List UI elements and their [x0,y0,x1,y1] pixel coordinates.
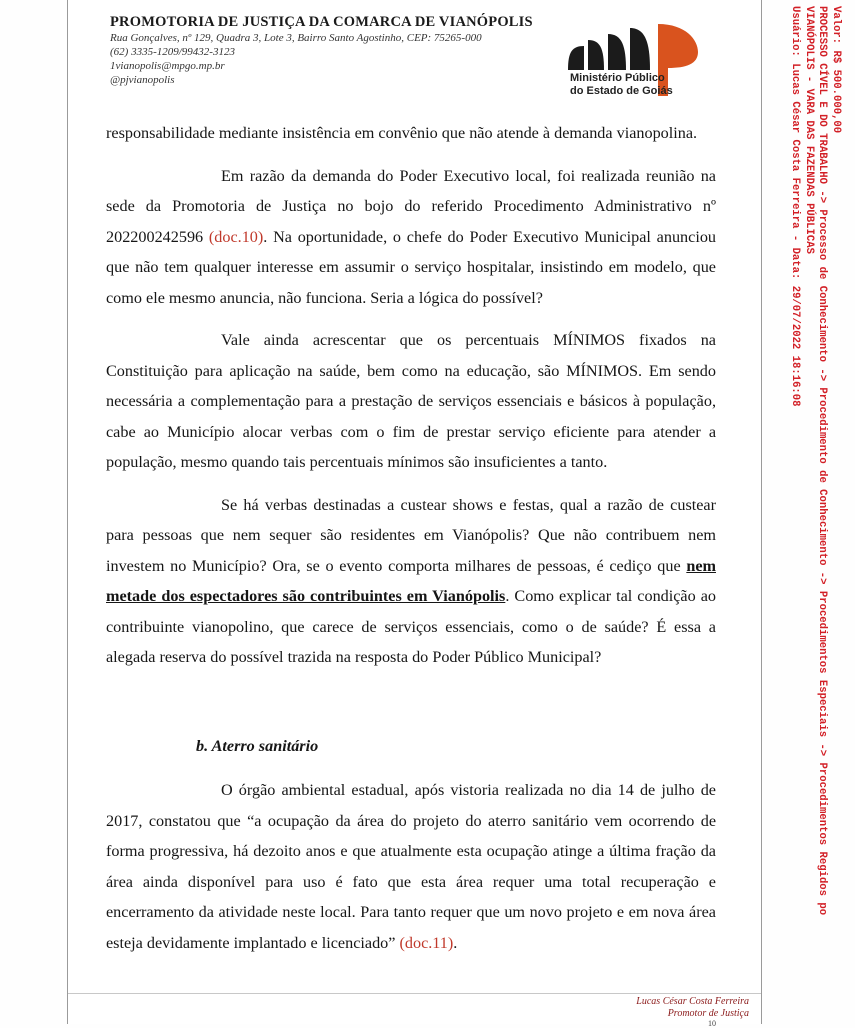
document-page [67,0,762,1028]
office-phones: (62) 3335-1209/99432-3123 [110,46,235,58]
office-name: PROMOTORIA DE JUSTIÇA DA COMARCA DE VIANÓPOLIS [110,14,533,30]
stamp-process: PROCESSO CÍVEL E DO TRABALHO -> Processo de Conhecimento -> Procedimento de Conhecimento -> Procedimentos Especiais -> Procedimentos Regidos po [816,6,829,916]
paragraph: responsabilidade mediante insistência em convênio que não atende à demanda vianopolina. [106,124,698,142]
footer-divider [68,993,761,994]
letterhead [110,14,533,87]
section-subtitle: b. Aterro sanitário [196,736,319,755]
office-email[interactable]: 1vianopolis@mpgo.mp.br [110,60,225,72]
page-number: 10 [708,1019,716,1028]
signer-role: Promotor de Justiça [667,1008,749,1019]
doc-reference[interactable]: (doc.10) [208,227,264,246]
signature-block [636,996,749,1020]
stamp-user: Usuário: Lucas César Costa Ferreira - Data: 29/07/2022 18:16:08 [789,6,802,407]
document-body [106,118,716,958]
paragraph: Se há verbas destinadas a custear shows e festas, qual a razão de custear para pessoas que nem sequer são residentes em Vianópolis? Que não contribuem nem investem no Município? Ora, se o evento comporta milhares de pessoas, é cediço que nem metade dos espectadores são contribuintes em Vianópolis. Como explicar tal condição ao contribuinte vianopolino, que carece de serviços essenciais, como o de saúde? É essa a alegada reserva do possível trazida na resposta do Poder Público Municipal? [106,495,716,666]
emphasized-text: nem metade dos espectadores são contribuintes em Vianópolis [106,556,716,605]
filing-stamp [788,6,842,915]
stamp-court: VIANÓPOLIS - VARA DAS FAZENDAS PÚBLICAS [803,6,815,254]
paragraph: Em razão da demanda do Poder Executivo local, foi realizada reunião na sede da Promotoria de Justiça no bojo do referido Procedimento Administrativo nº 202200242596 (doc.10). Na oportunidade, o chefe do Poder Executivo Municipal anunciou que não tem qualquer interesse em assumir o serviço hospitalar, insistindo em modelo, que como ele mesmo anuncia, não funciona. Seria a lógica do possível? [106,166,717,307]
signer-name: Lucas César Costa Ferreira [636,996,749,1007]
office-social[interactable]: @pjvianopolis [110,74,175,86]
office-address: Rua Gonçalves, nº 129, Quadra 3, Lote 3, Bairro Santo Agostinho, CEP: 75265-000 [110,32,482,44]
stamp-value: Valor: R$ 500.000,00 [830,6,842,134]
paragraph: Vale ainda acrescentar que os percentuais MÍNIMOS fixados na Constituição para aplicação na saúde, bem como na educação, são MÍNIMOS. Em sendo necessária a complementação para a prestação de serviços essenciais e básicos à população, cabe ao Município alocar verbas com o fim de prestar serviço eficiente para atender a população, mesmo quando tais percentuais mínimos são insuficientes a tanto. [106,331,716,471]
paragraph: O órgão ambiental estadual, após vistoria realizada no dia 14 de julho de 2017, constatou que “a ocupação da área do projeto do aterro sanitário vem ocorrendo de forma progressiva, há dezoito anos e que atualmente esta ocupação atinge a última fração da área ainda disponível para uso é fato que esta área requer uma total recuperação e encerramento da atividade neste local. Para tanto requer que um novo projeto e em nova área esteja devidamente implantado e licenciado” (doc.11). [106,781,716,952]
logo-caption: Ministério Público do Estado de Goiás [570,72,673,97]
doc-reference[interactable]: (doc.11) [399,933,454,952]
